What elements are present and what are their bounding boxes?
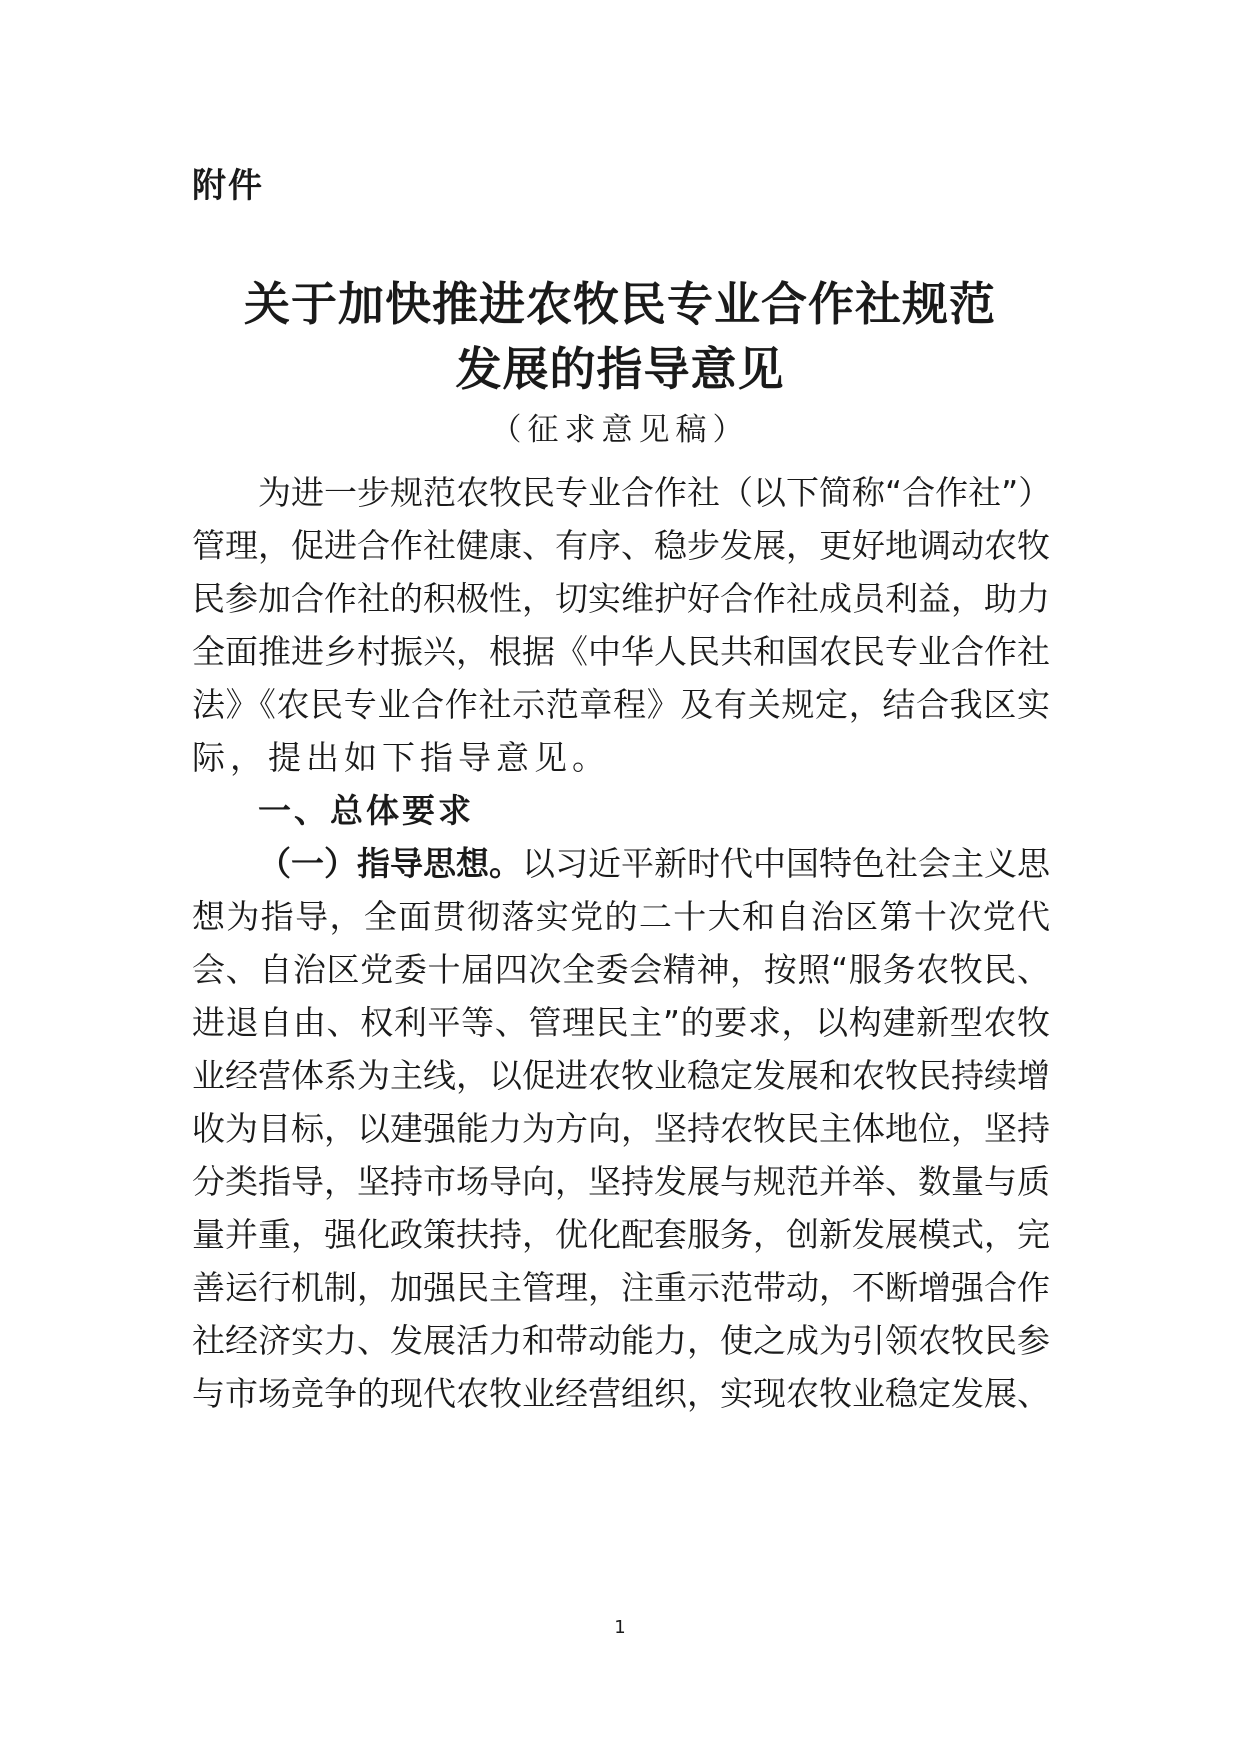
paragraph-1-line-2: 管理，促进合作社健康、有序、稳步发展，更好地调动农牧 xyxy=(192,526,1050,565)
section-1-heading: 一、总体要求 xyxy=(258,791,474,830)
paragraph-1-line-5: 法》《农民专业合作社示范章程》及有关规定，结合我区实 xyxy=(192,685,1050,724)
section-1-1-line-1-rest: 以习近平新时代中国特色社会主义思 xyxy=(522,844,1050,883)
section-1-1-line-6: 收为目标，以建强能力为方向，坚持农牧民主体地位，坚持 xyxy=(192,1109,1050,1148)
section-1-1-line-4: 进退自由、权利平等、管理民主”的要求，以构建新型农牧 xyxy=(192,1003,1050,1042)
section-1-1-line-2: 想为指导，全面贯彻落实党的二十大和自治区第十次党代 xyxy=(192,897,1050,936)
draft-subtitle: （征求意见稿） xyxy=(490,412,750,448)
section-1-1-line-8: 量并重，强化政策扶持，优化配套服务，创新发展模式，完 xyxy=(192,1215,1050,1254)
paragraph-1-line-1: 为进一步规范农牧民专业合作社（以下简称“合作社”） xyxy=(258,473,1052,512)
section-1-1-bold-lead: （一）指导思想。 xyxy=(258,844,522,883)
paragraph-1-line-4: 全面推进乡村振兴，根据《中华人民共和国农民专业合作社 xyxy=(192,632,1050,671)
section-1-1-line-9: 善运行机制，加强民主管理，注重示范带动，不断增强合作 xyxy=(192,1268,1050,1307)
section-1-1-line-11: 与市场竞争的现代农牧业经营组织，实现农牧业稳定发展、 xyxy=(192,1374,1050,1413)
page-number: 1 xyxy=(614,1617,626,1638)
section-1-1-line-3: 会、自治区党委十届四次全委会精神，按照“服务农牧民、 xyxy=(192,950,1050,989)
section-1-1-line-7: 分类指导，坚持市场导向，坚持发展与规范并举、数量与质 xyxy=(192,1162,1050,1201)
attachment-label: 附件 xyxy=(192,166,264,206)
document-title-line-2: 发展的指导意见 xyxy=(455,342,785,396)
section-1-1-line-10: 社经济实力、发展活力和带动能力，使之成为引领农牧民参 xyxy=(192,1321,1050,1360)
paragraph-1-line-3: 民参加合作社的积极性，切实维护好合作社成员利益，助力 xyxy=(192,579,1050,618)
document-title-line-1: 关于加快推进农牧民专业合作社规范 xyxy=(244,277,996,331)
section-1-1-line-5: 业经营体系为主线，以促进农牧业稳定发展和农牧民持续增 xyxy=(192,1056,1050,1095)
paragraph-1-line-6: 际，提出如下指导意见。 xyxy=(192,738,610,777)
section-1-1-line-1 xyxy=(258,843,1050,885)
